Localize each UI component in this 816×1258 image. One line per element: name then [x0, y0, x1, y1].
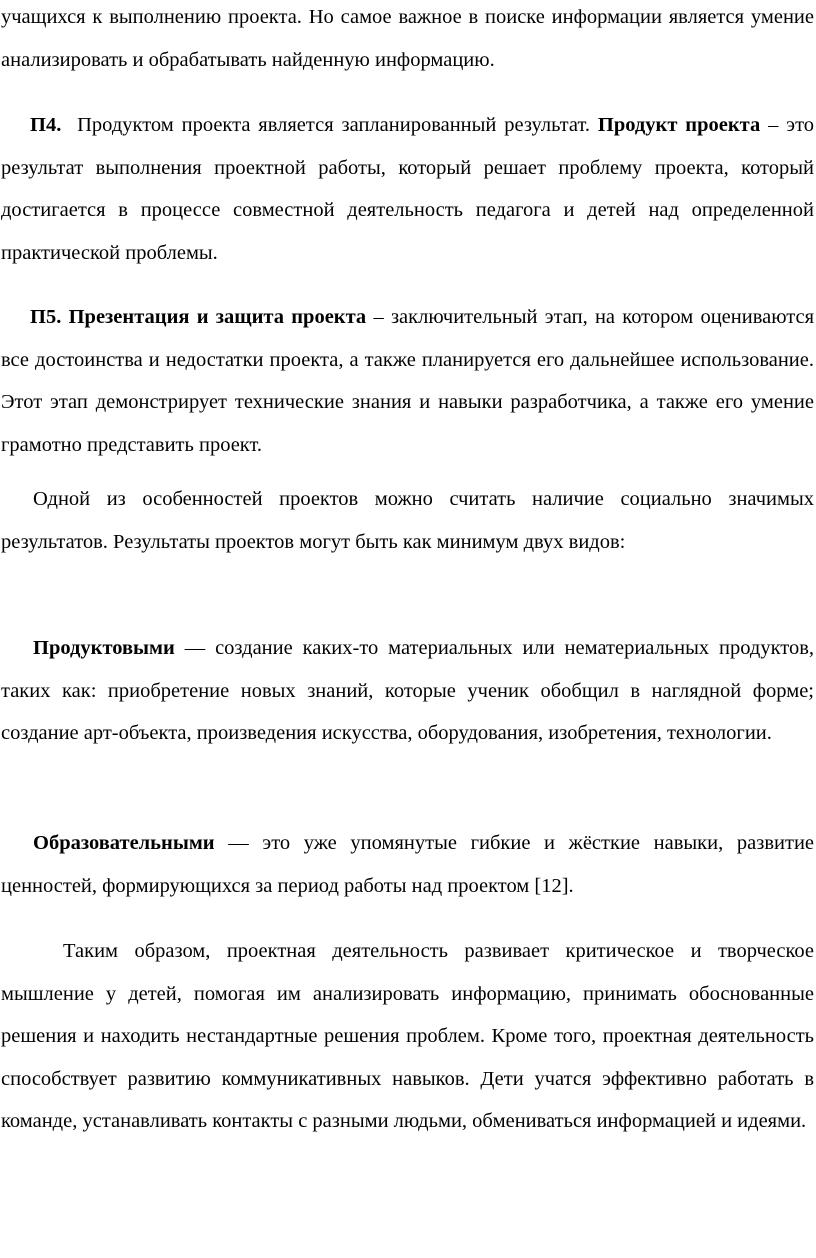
- item-label: П4.: [30, 114, 62, 136]
- paragraph-conclusion: [1, 930, 814, 1143]
- paragraph-p5: [1, 296, 814, 466]
- paragraph-educational-results: [1, 822, 814, 907]
- paragraph-text: Продуктом проекта является запланированный результат.: [77, 114, 591, 136]
- paragraph-text: Таким образом, проектная деятельность развивает критическое и творческое мышление у детей, помогая им анализировать информацию, принимать обоснованные решения и находить нестандартные решения проблем. Кроме того, проектная деятельность способствует развитию коммуникативных навыков. Дети учатся эффективно работать в команде, устанавливать контакты с разными людьми, обмениваться информацией и идеями.: [1, 940, 814, 1132]
- paragraph-p4: [1, 104, 814, 274]
- paragraph-results-intro: [1, 478, 814, 563]
- paragraph-text: — создание каких-то материальных или нематериальных продуктов, таких как: приобретение новых знаний, которые ученик обобщил в наглядной форме; создание арт-объекта, произведения искусства, оборудования, изобретения, технологии.: [1, 637, 814, 744]
- defined-term: Продуктовыми: [33, 637, 175, 659]
- paragraph-text: – это результат выполнения проектной работы, который решает проблему проекта, который достигается в процессе совместной деятельность педагога и детей над определенной практической проблемы.: [1, 114, 815, 264]
- paragraph-product-results: [1, 627, 814, 755]
- paragraph-text: – заключительный этап, на котором оцениваются все достоинства и недостатки проекта, а также планируется его дальнейшее использование. Этот этап демонстрирует технические знания и навыки разработчика, а также его умение грамотно представить проект.: [1, 306, 815, 456]
- defined-term: Презентация и защита проекта: [68, 306, 367, 328]
- paragraph-text: учащихся к выполнению проекта. Но самое важное в поиске информации является умение анализировать и обрабатывать найденную информацию.: [1, 6, 814, 71]
- defined-term: Образовательными: [33, 832, 215, 854]
- paragraph-continuation: [1, 0, 814, 81]
- item-label: П5.: [30, 306, 62, 328]
- paragraph-text: — это уже упомянутые гибкие и жёсткие навыки, развитие ценностей, формирующихся за период работы над проектом [12].: [1, 832, 815, 897]
- defined-term: Продукт проекта: [597, 114, 761, 136]
- paragraph-text: Одной из особенностей проектов можно считать наличие социально значимых результатов. Результаты проектов могут быть как минимум двух видов:: [1, 488, 814, 553]
